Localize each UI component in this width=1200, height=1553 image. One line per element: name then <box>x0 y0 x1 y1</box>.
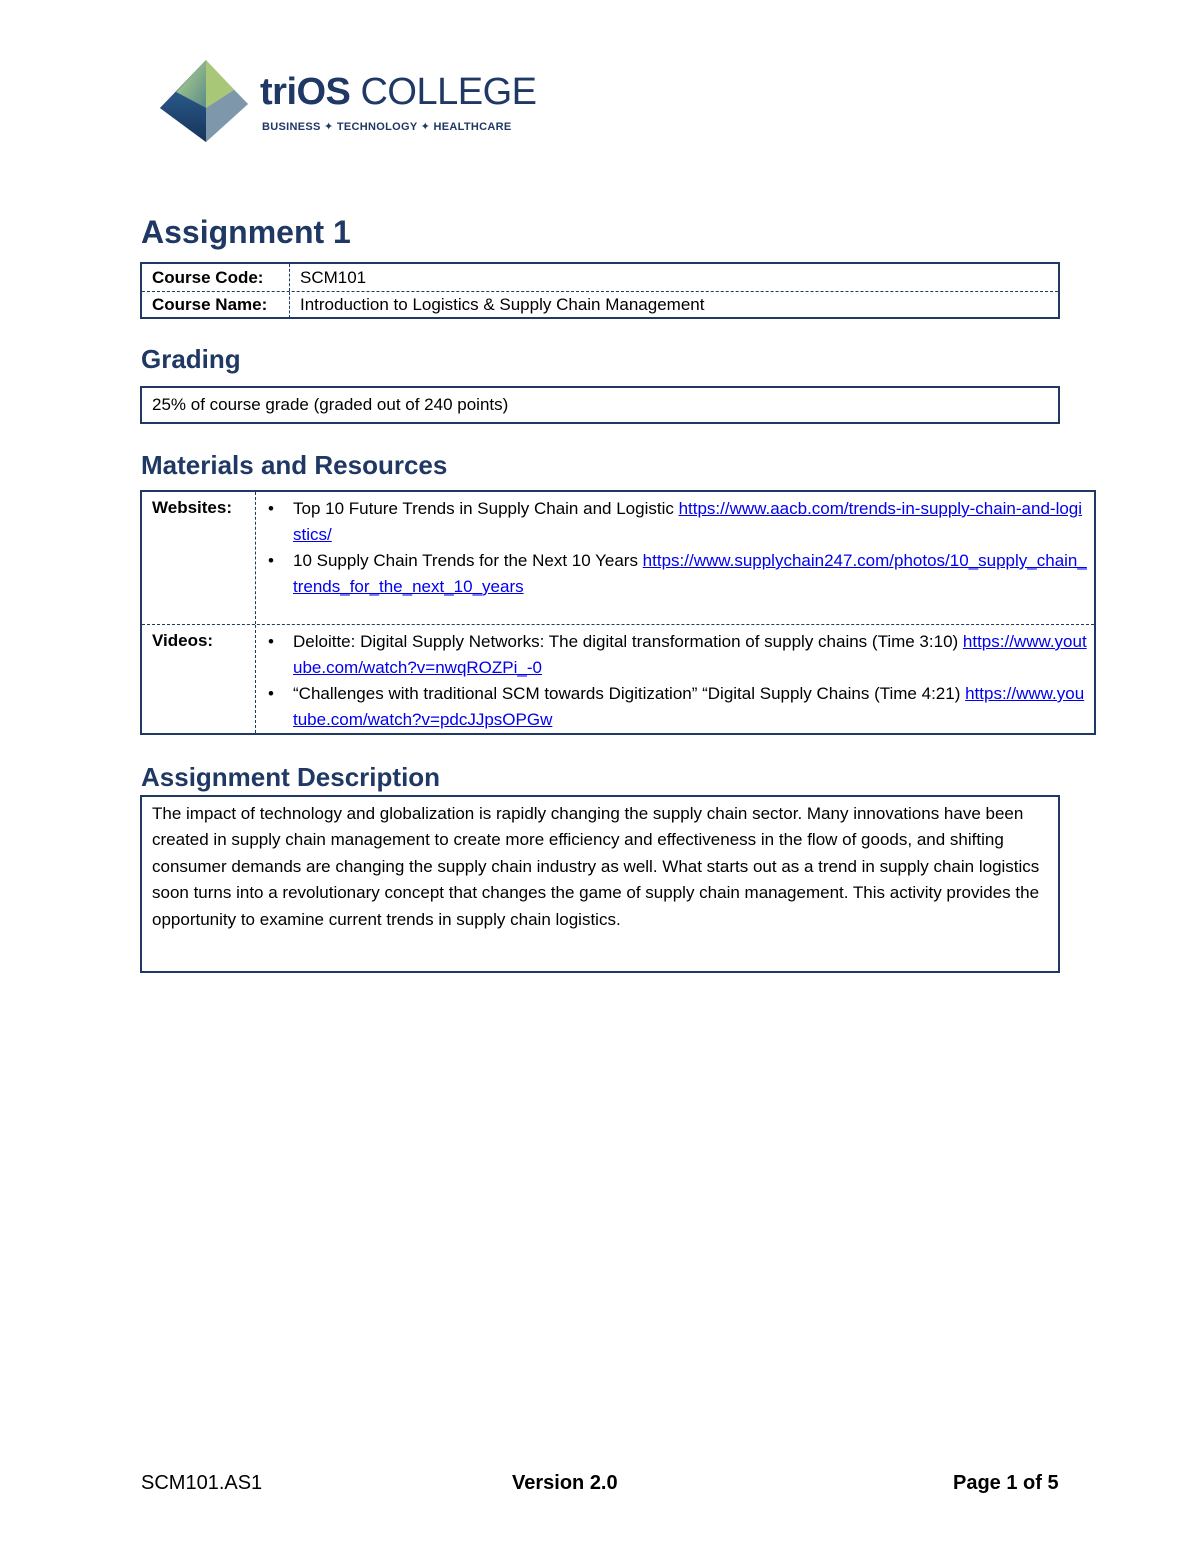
list-item <box>268 629 1088 681</box>
grading-text: 25% of course grade (graded out of 240 points) <box>152 395 509 414</box>
bullet-icon: • <box>268 632 274 651</box>
course-name-value: Introduction to Logistics & Supply Chain Management <box>300 295 705 314</box>
websites-label: Websites: <box>142 492 256 624</box>
resource-title: Deloitte: Digital Supply Networks: The digital transformation of supply chains (Time 3:10) <box>293 632 963 651</box>
resource-title: Top 10 Future Trends in Supply Chain and Logistic <box>293 499 679 518</box>
grading-box <box>140 386 1060 424</box>
resource-link[interactable]: https://www.youtube.com/watch?v=pdcJJpsOPGw <box>293 684 1085 729</box>
bullet-icon: • <box>268 684 274 703</box>
materials-table <box>140 490 1096 735</box>
videos-label: Videos: <box>142 625 256 733</box>
description-heading: Assignment Description <box>141 762 441 792</box>
course-name-row <box>142 291 1058 318</box>
list-item <box>268 548 1088 600</box>
pyramid-logo-icon <box>156 58 252 148</box>
course-code-row <box>142 264 1058 291</box>
course-code-label: Course Code: <box>142 264 290 291</box>
footer-version: Version 2.0 <box>512 1472 618 1494</box>
college-logo <box>156 58 536 150</box>
footer-page-number: Page 1 of 5 <box>953 1472 1059 1494</box>
footer-doc-id: SCM101.AS1 <box>141 1472 263 1494</box>
logo-tagline: BUSINESS ✦ TECHNOLOGY ✦ HEALTHCARE <box>262 121 512 133</box>
resource-link[interactable]: https://www.supplychain247.com/photos/10_supply_chain_trends_for_the_next_10_years <box>293 551 1087 596</box>
course-code-value: SCM101 <box>300 267 367 287</box>
resource-title: 10 Supply Chain Trends for the Next 10 Years <box>293 551 643 570</box>
resource-title: “Challenges with traditional SCM towards Digitization” “Digital Supply Chains (Time 4:21) <box>293 684 966 703</box>
websites-list <box>256 492 1094 624</box>
materials-heading: Materials and Resources <box>141 450 448 480</box>
course-name-label: Course Name: <box>142 292 290 318</box>
resource-link[interactable]: https://www.youtube.com/watch?v=nwqROZPi_-0 <box>293 632 1087 677</box>
list-item <box>268 681 1088 733</box>
videos-list <box>256 625 1094 733</box>
assignment-title: Assignment 1 <box>141 214 351 250</box>
resource-link[interactable]: https://www.aacb.com/trends-in-supply-chain-and-logistics/ <box>293 499 1083 544</box>
course-info-table <box>140 262 1060 319</box>
bullet-icon: • <box>268 499 274 518</box>
grading-heading: Grading <box>141 344 241 374</box>
websites-row <box>142 492 1094 624</box>
bullet-icon: • <box>268 551 274 570</box>
description-box <box>140 795 1060 973</box>
list-item <box>268 496 1088 548</box>
logo-wordmark: triOS COLLEGE <box>260 71 537 113</box>
videos-row <box>142 624 1094 733</box>
description-text: The impact of technology and globalization is rapidly changing the supply chain sector. Many innovations have been created in supply chain management to create more efficiency and effectiveness in the flow of goods, and shifting consumer demands are changing the supply chain industry as well. What starts out as a trend in supply chain logistics soon turns into a revolutionary concept that changes the game of supply chain management. This activity provides the opportunity to examine current trends in supply chain logistics. <box>152 804 1040 929</box>
